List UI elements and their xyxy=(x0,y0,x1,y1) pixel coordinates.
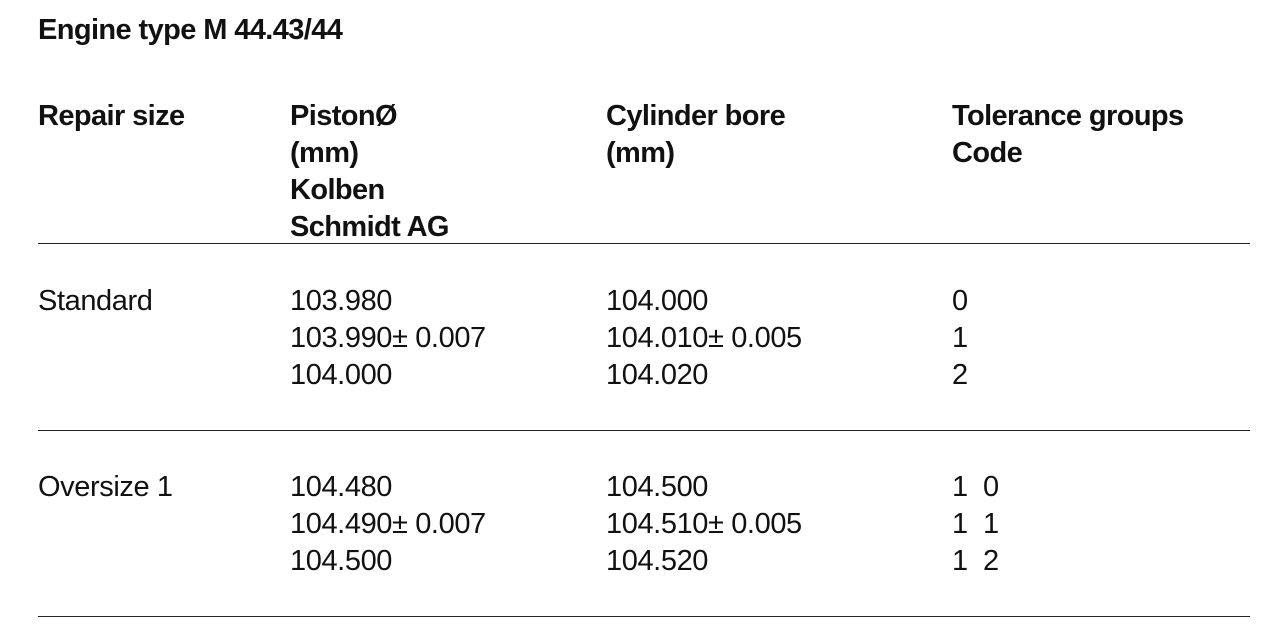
header-line: (mm) xyxy=(290,137,359,169)
divider-header xyxy=(38,243,1250,244)
cell-value: 1 2 xyxy=(952,545,999,577)
divider-bottom xyxy=(38,616,1250,617)
codes-standard xyxy=(952,283,968,394)
header-piston xyxy=(290,98,449,246)
header-line: (mm) xyxy=(606,137,675,169)
cell-value: 2 xyxy=(952,359,968,391)
cell-value: 104.010± 0.005 xyxy=(606,322,802,354)
header-line: Cylinder bore xyxy=(606,100,786,132)
cell-value: Oversize 1 xyxy=(38,471,173,503)
cell-value: 104.020 xyxy=(606,359,709,391)
cell-value: 104.000 xyxy=(606,285,709,317)
cell-value: 103.990± 0.007 xyxy=(290,322,486,354)
header-line: PistonØ xyxy=(290,100,397,132)
cell-value: 104.000 xyxy=(290,359,393,391)
cell-value: 1 0 xyxy=(952,471,999,503)
header-line: Repair size xyxy=(38,100,185,132)
cell-value: 103.980 xyxy=(290,285,393,317)
cell-value: 0 xyxy=(952,285,968,317)
cell-value: 104.500 xyxy=(290,545,393,577)
bore-values-oversize-1 xyxy=(606,469,802,580)
repair-size-oversize-1 xyxy=(38,469,173,506)
cell-value: 104.520 xyxy=(606,545,709,577)
cell-value: 104.490± 0.007 xyxy=(290,508,486,540)
bore-values-standard xyxy=(606,283,802,394)
header-cylinder-bore xyxy=(606,98,785,172)
codes-oversize-1 xyxy=(952,469,999,580)
header-line: Kolben xyxy=(290,174,385,206)
header-line: Tolerance groups xyxy=(952,100,1184,132)
cell-value: 1 xyxy=(952,322,968,354)
repair-size-standard xyxy=(38,283,153,320)
document-title: Engine type M 44.43/44 xyxy=(38,14,343,46)
header-tolerance-groups xyxy=(952,98,1184,172)
piston-values-standard xyxy=(290,283,486,394)
cell-value: 104.510± 0.005 xyxy=(606,508,802,540)
header-repair-size xyxy=(38,98,185,135)
divider-group xyxy=(38,430,1250,431)
cell-value: 1 1 xyxy=(952,508,999,540)
piston-values-oversize-1 xyxy=(290,469,486,580)
header-line: Schmidt AG xyxy=(290,211,449,243)
cell-value: 104.500 xyxy=(606,471,709,503)
cell-value: 104.480 xyxy=(290,471,393,503)
cell-value: Standard xyxy=(38,285,153,317)
header-line: Code xyxy=(952,137,1023,169)
